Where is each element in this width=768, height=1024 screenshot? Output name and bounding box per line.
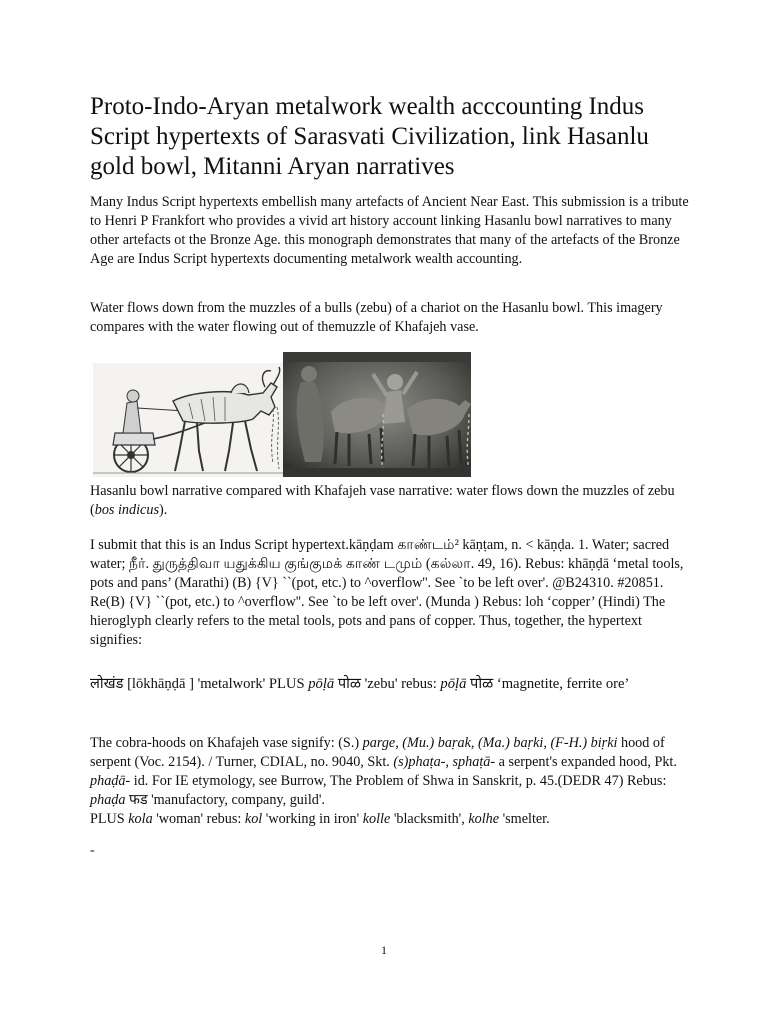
cobra-s2: parge, (Mu.) baṛak, (Ma.) baṛki, (F-H.) biṛki [362, 735, 618, 751]
cobra-s11: kola [128, 811, 153, 827]
cobra-s9: फड 'manufactory, company, guild'. [125, 792, 325, 808]
khafajeh-photo-svg [283, 352, 471, 477]
cobra-s12: 'woman' rebus: [152, 811, 245, 827]
cobra-s4: (s)phaṭa-, sphaṭā- [393, 754, 496, 770]
cobra-s10: PLUS [90, 811, 129, 827]
lokhanda-pola-2: pōḷā [440, 676, 467, 692]
image-caption [90, 482, 690, 520]
lokhanda-part-c: पोळ 'zebu' rebus: [334, 676, 441, 692]
page-number: 1 [381, 943, 387, 957]
lokhanda-part-a: लोखंड [lōkhāṇḍā ] 'metalwork' PLUS [90, 676, 309, 692]
cobra-s14: 'working in iron' [262, 811, 363, 827]
document-title: Proto-Indo-Aryan metalwork wealth acccounting Indus Script hypertexts of Sarasvati Civilization, link Hasanlu gold bowl, Mitanni Aryan narratives [90, 93, 649, 180]
hypertext-paragraph: I submit that this is an Indus Script hypertext.kāṇḍam காண்டம்² kāṇṭam, n. < kāṇḍa. 1. Water; sacred water; நீர். துருத்திவா யதுக்கிய குங்குமக் காண் டமும் (கல்லா. 49, 16). Rebus: khāṇḍā ‘metal tools, pots and pans’ (Marathi) (B) {V} ``(pot, etc.) to ^overflow''. See `to be left over'. @B24310. #20851. Re(B) {V} ``(pot, etc.) to ^overflow''. See `to be left over'. (Munda ) Rebus: loh ‘copper’ (Hindi) The hieroglyph clearly refers to the metal tools, pots and pans of copper. Thus, together, the hypertext signifies: [90, 537, 684, 648]
cobra-s6: phaḍā- [90, 773, 131, 789]
intro-paragraph: Many Indus Script hypertexts embellish many artefacts of Ancient Near East. This submission is a tribute to Henri P Frankfort who provides a vivid art history account linking Hasanlu bowl narratives to many other artefacts ot the Bronze Age. this monograph demonstrates that many of the artefacts of the Bronze Age are Indus Script hypertexts documenting metalwork wealth accounting. [90, 194, 689, 267]
lokhanda-line [90, 675, 690, 694]
cobra-s7: id. For IE etymology, see Burrow, The Problem of Shwa in Sanskrit, p. 45.(DEDR 47) Rebus: [130, 773, 667, 789]
caption-italic: bos indicus [94, 502, 159, 518]
cobra-s8: phaḍa [90, 792, 126, 808]
cobra-s18: 'smelter. [499, 811, 550, 827]
cobra-s15: kolle [362, 811, 391, 827]
hasanlu-bowl-drawing [93, 363, 283, 477]
dash-marker: - [90, 843, 95, 858]
cobra-hood-paragraph [90, 734, 690, 829]
caption-text: Hasanlu bowl narrative compared with Khafajeh vase narrative: water flows down the muzzles of zebu ( [90, 483, 675, 518]
cobra-s5: a serpent's expanded hood, Pkt. [495, 754, 677, 770]
cobra-s17: kolhe [468, 811, 500, 827]
cobra-s3: hood of serpent (Voc. 2154). / Turner, CDIAL, no. 9040, Skt. [90, 735, 665, 770]
cobra-s16: 'blacksmith', [390, 811, 469, 827]
cobra-s1: The cobra-hoods on Khafajeh vase signify: (S.) [90, 735, 363, 751]
lokhanda-pola-1: pōḷā [308, 676, 335, 692]
cobra-s13: kol [244, 811, 263, 827]
hasanlu-drawing-svg [93, 363, 283, 477]
khafajeh-vase-photo [283, 352, 471, 477]
water-flow-paragraph: Water flows down from the muzzles of a bulls (zebu) of a chariot on the Hasanlu bowl. This imagery compares with the water flowing out of themuzzle of Khafajeh vase. [90, 300, 663, 335]
caption-end: ). [158, 502, 168, 518]
lokhanda-part-e: पोळ ‘magnetite, ferrite ore’ [466, 676, 630, 692]
